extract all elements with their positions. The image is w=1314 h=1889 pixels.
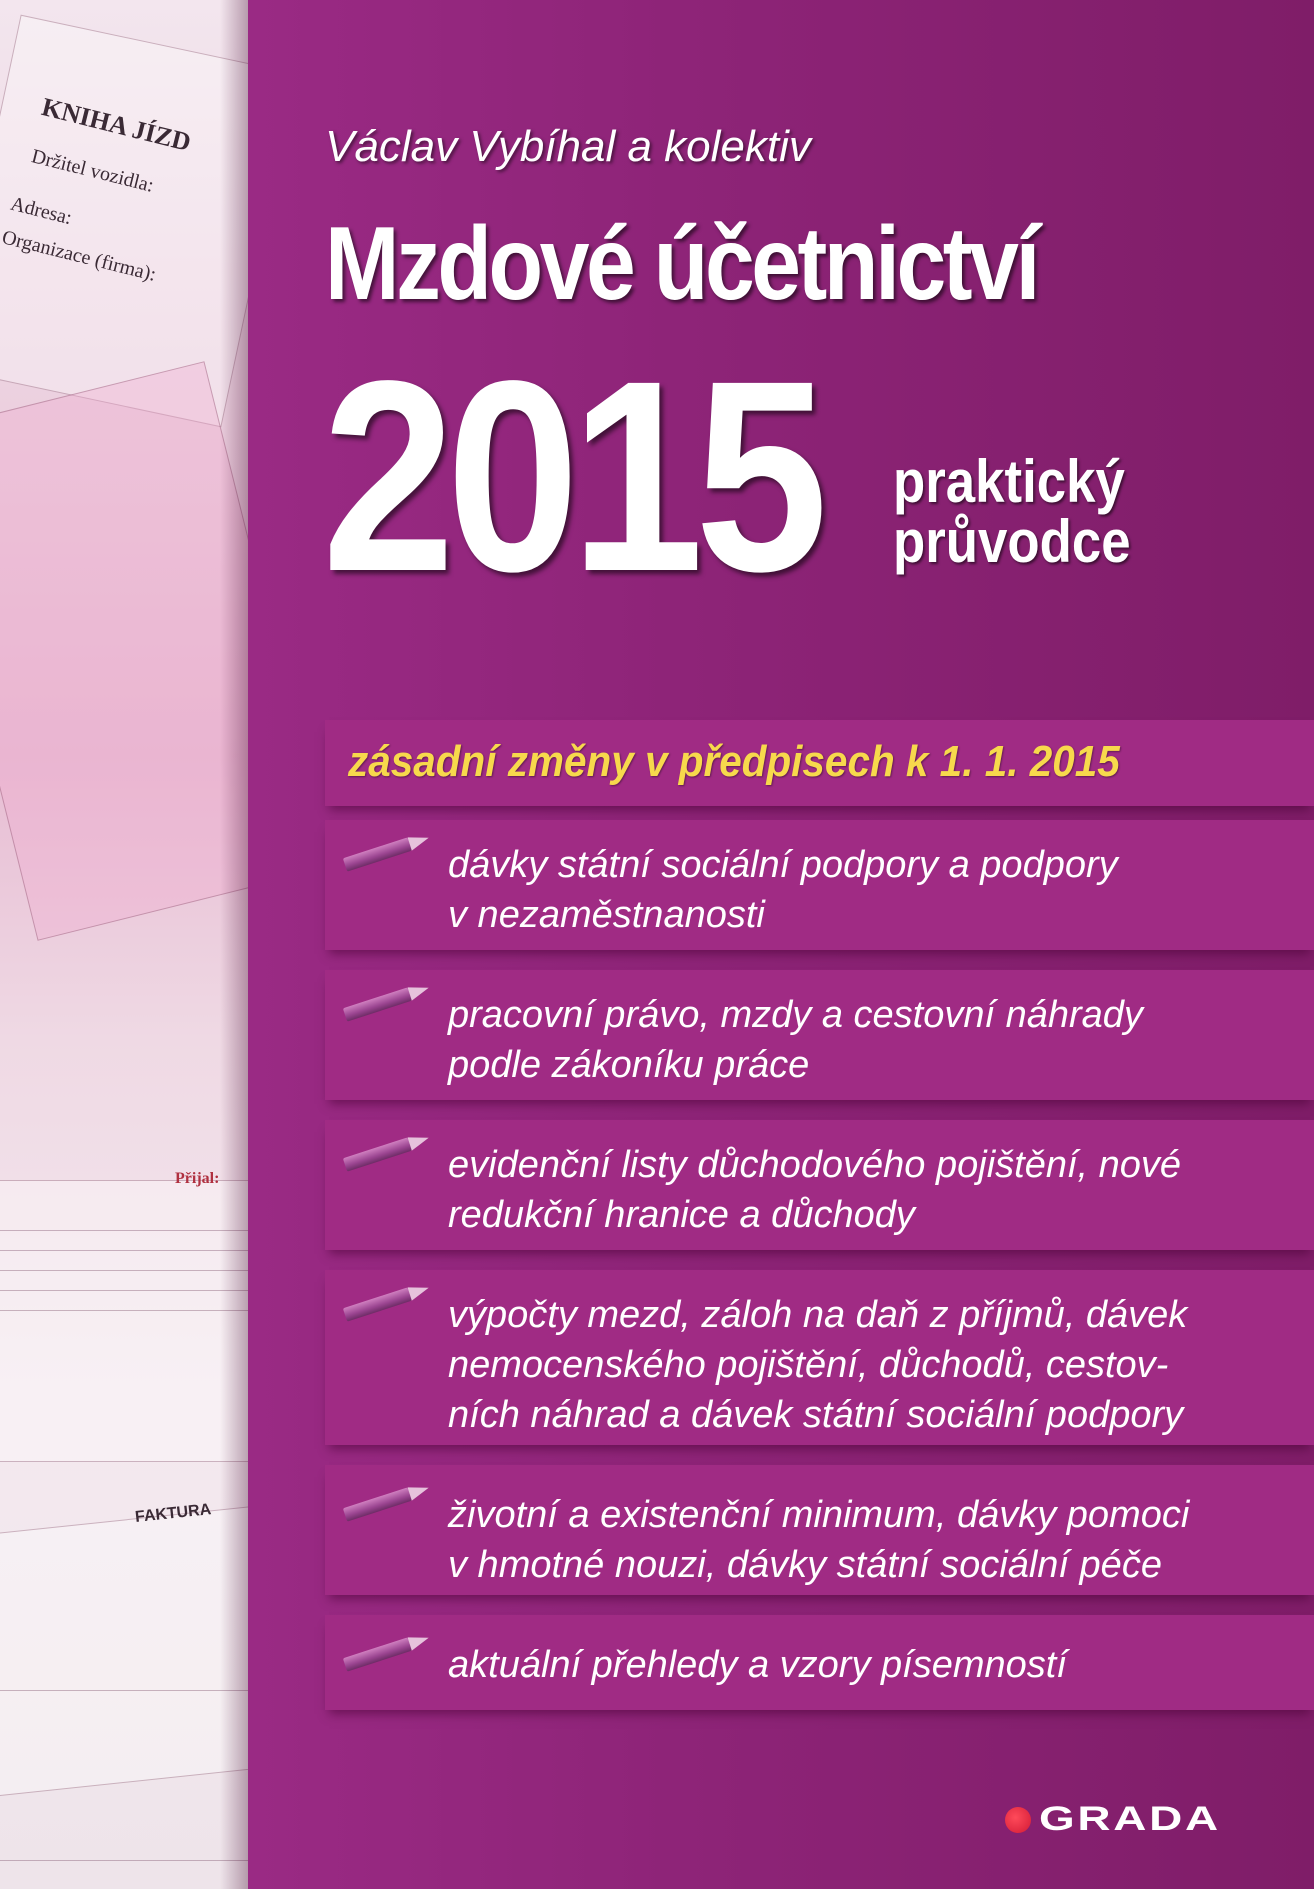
form-title: KNIHA JÍZD (38, 92, 194, 158)
form-field: Adresa: (8, 192, 75, 230)
forms-photo (0, 0, 248, 1889)
publisher-name: GRADA (1039, 1800, 1221, 1838)
form-line (0, 1310, 248, 1311)
bullet-text: v hmotné nouzi, dávky státní sociální péče (448, 1544, 1162, 1586)
bullet-text: pracovní právo, mzdy a cestovní náhrady (448, 994, 1143, 1036)
bullet-text: ních náhrad a dávek státní sociální podpory (448, 1394, 1184, 1436)
author: Václav Vybíhal a kolektiv (325, 122, 811, 171)
bullet-text: aktuální přehledy a vzory písemností (448, 1644, 1067, 1686)
form-title: FAKTURA (134, 1501, 213, 1526)
bullet-text: dávky státní sociální podpory a podpory (448, 844, 1118, 886)
bullet-text: evidenční listy důchodového pojištění, nové (448, 1144, 1182, 1186)
publisher-logo (1005, 1800, 1221, 1839)
form-line (0, 1290, 248, 1291)
bullet-text: nemocenského pojištění, důchodů, cestov- (448, 1344, 1169, 1386)
subtitle-line: praktický (893, 448, 1125, 515)
form-line (0, 1270, 248, 1271)
form-sheet (0, 361, 248, 941)
bullet-text: životní a existenční minimum, dávky pomoci (448, 1494, 1190, 1536)
bullet-text: v nezaměstnanosti (448, 894, 765, 936)
form-line (0, 1250, 248, 1251)
bullet-text: podle zákoníku práce (448, 1044, 810, 1086)
form-line (0, 1230, 248, 1231)
form-field: Organizace (firma): (0, 226, 159, 286)
subtitle-line: průvodce (893, 508, 1131, 575)
book-year: 2015 (322, 324, 820, 628)
form-line (0, 1860, 248, 1861)
form-field: Přijal: (175, 1170, 220, 1187)
form-sheet (0, 1180, 248, 1462)
bullet-text: výpočty mezd, záloh na daň z příjmů, dávek (448, 1294, 1188, 1336)
book-title: Mzdové účetnictví (325, 206, 1037, 322)
form-field: Držitel vozidla: (29, 145, 156, 197)
tagline: zásadní změny v předpisech k 1. 1. 2015 (348, 737, 1120, 786)
form-line (0, 1690, 248, 1691)
form-sheet (0, 1505, 248, 1796)
bullet-text: redukční hranice a důchody (448, 1194, 915, 1236)
book-subtitle (893, 448, 1131, 575)
spine-shadow (220, 0, 248, 1889)
grada-logo-icon (1005, 1807, 1031, 1833)
